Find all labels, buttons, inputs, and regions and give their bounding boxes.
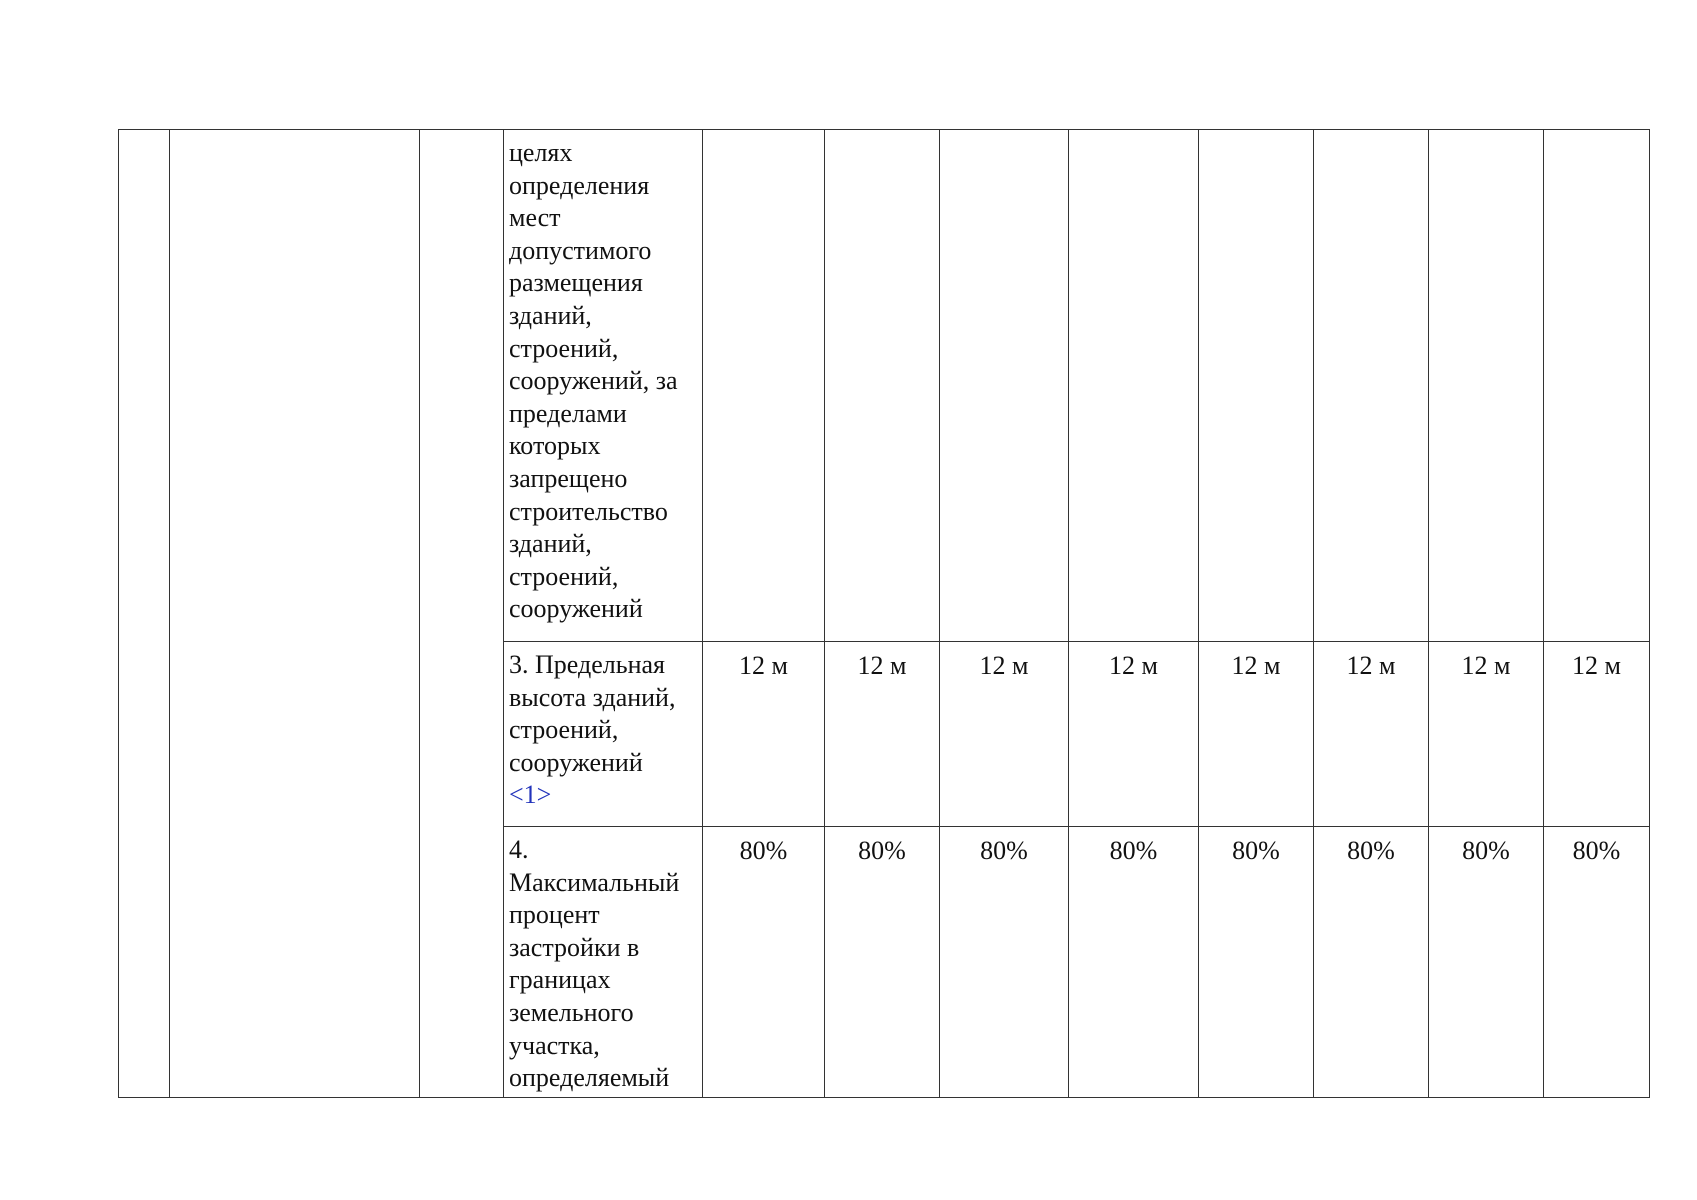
value-cell: 12 м (1199, 642, 1314, 827)
value-cell: 80% (825, 827, 940, 1098)
value-cell: 12 м (1429, 642, 1544, 827)
parameter-label: 4. Максимальный процент застройки в границах земельного участка, определяемый (504, 827, 703, 1098)
value-cell (1544, 130, 1650, 642)
footnote-link[interactable]: <1> (509, 780, 552, 810)
value-cell (703, 130, 825, 642)
value-cell: 12 м (940, 642, 1069, 827)
table-row (119, 130, 1650, 642)
value-cell: 12 м (703, 642, 825, 827)
parameter-label-text: 3. Предельная высота зданий, строений, сооружений (509, 650, 676, 777)
zone-name-cell (170, 130, 420, 1098)
value-cell (1199, 130, 1314, 642)
value-cell: 80% (1429, 827, 1544, 1098)
regulations-table (118, 129, 1650, 1098)
value-cell: 12 м (825, 642, 940, 827)
value-cell: 80% (1544, 827, 1650, 1098)
value-cell: 12 м (1544, 642, 1650, 827)
value-cell (1314, 130, 1429, 642)
value-cell: 80% (703, 827, 825, 1098)
parameter-label (504, 642, 703, 827)
value-cell (1429, 130, 1544, 642)
value-cell: 80% (1314, 827, 1429, 1098)
value-cell (940, 130, 1069, 642)
value-cell: 12 м (1069, 642, 1199, 827)
parameter-label: целях определения мест допустимого размещения зданий, строений, сооружений, за пределами которых запрещено строительство зданий, строений, сооружений (504, 130, 703, 642)
value-cell (825, 130, 940, 642)
value-cell (1069, 130, 1199, 642)
index-cell (119, 130, 170, 1098)
value-cell: 80% (1199, 827, 1314, 1098)
value-cell: 80% (940, 827, 1069, 1098)
value-cell: 12 м (1314, 642, 1429, 827)
code-cell (420, 130, 504, 1098)
value-cell: 80% (1069, 827, 1199, 1098)
